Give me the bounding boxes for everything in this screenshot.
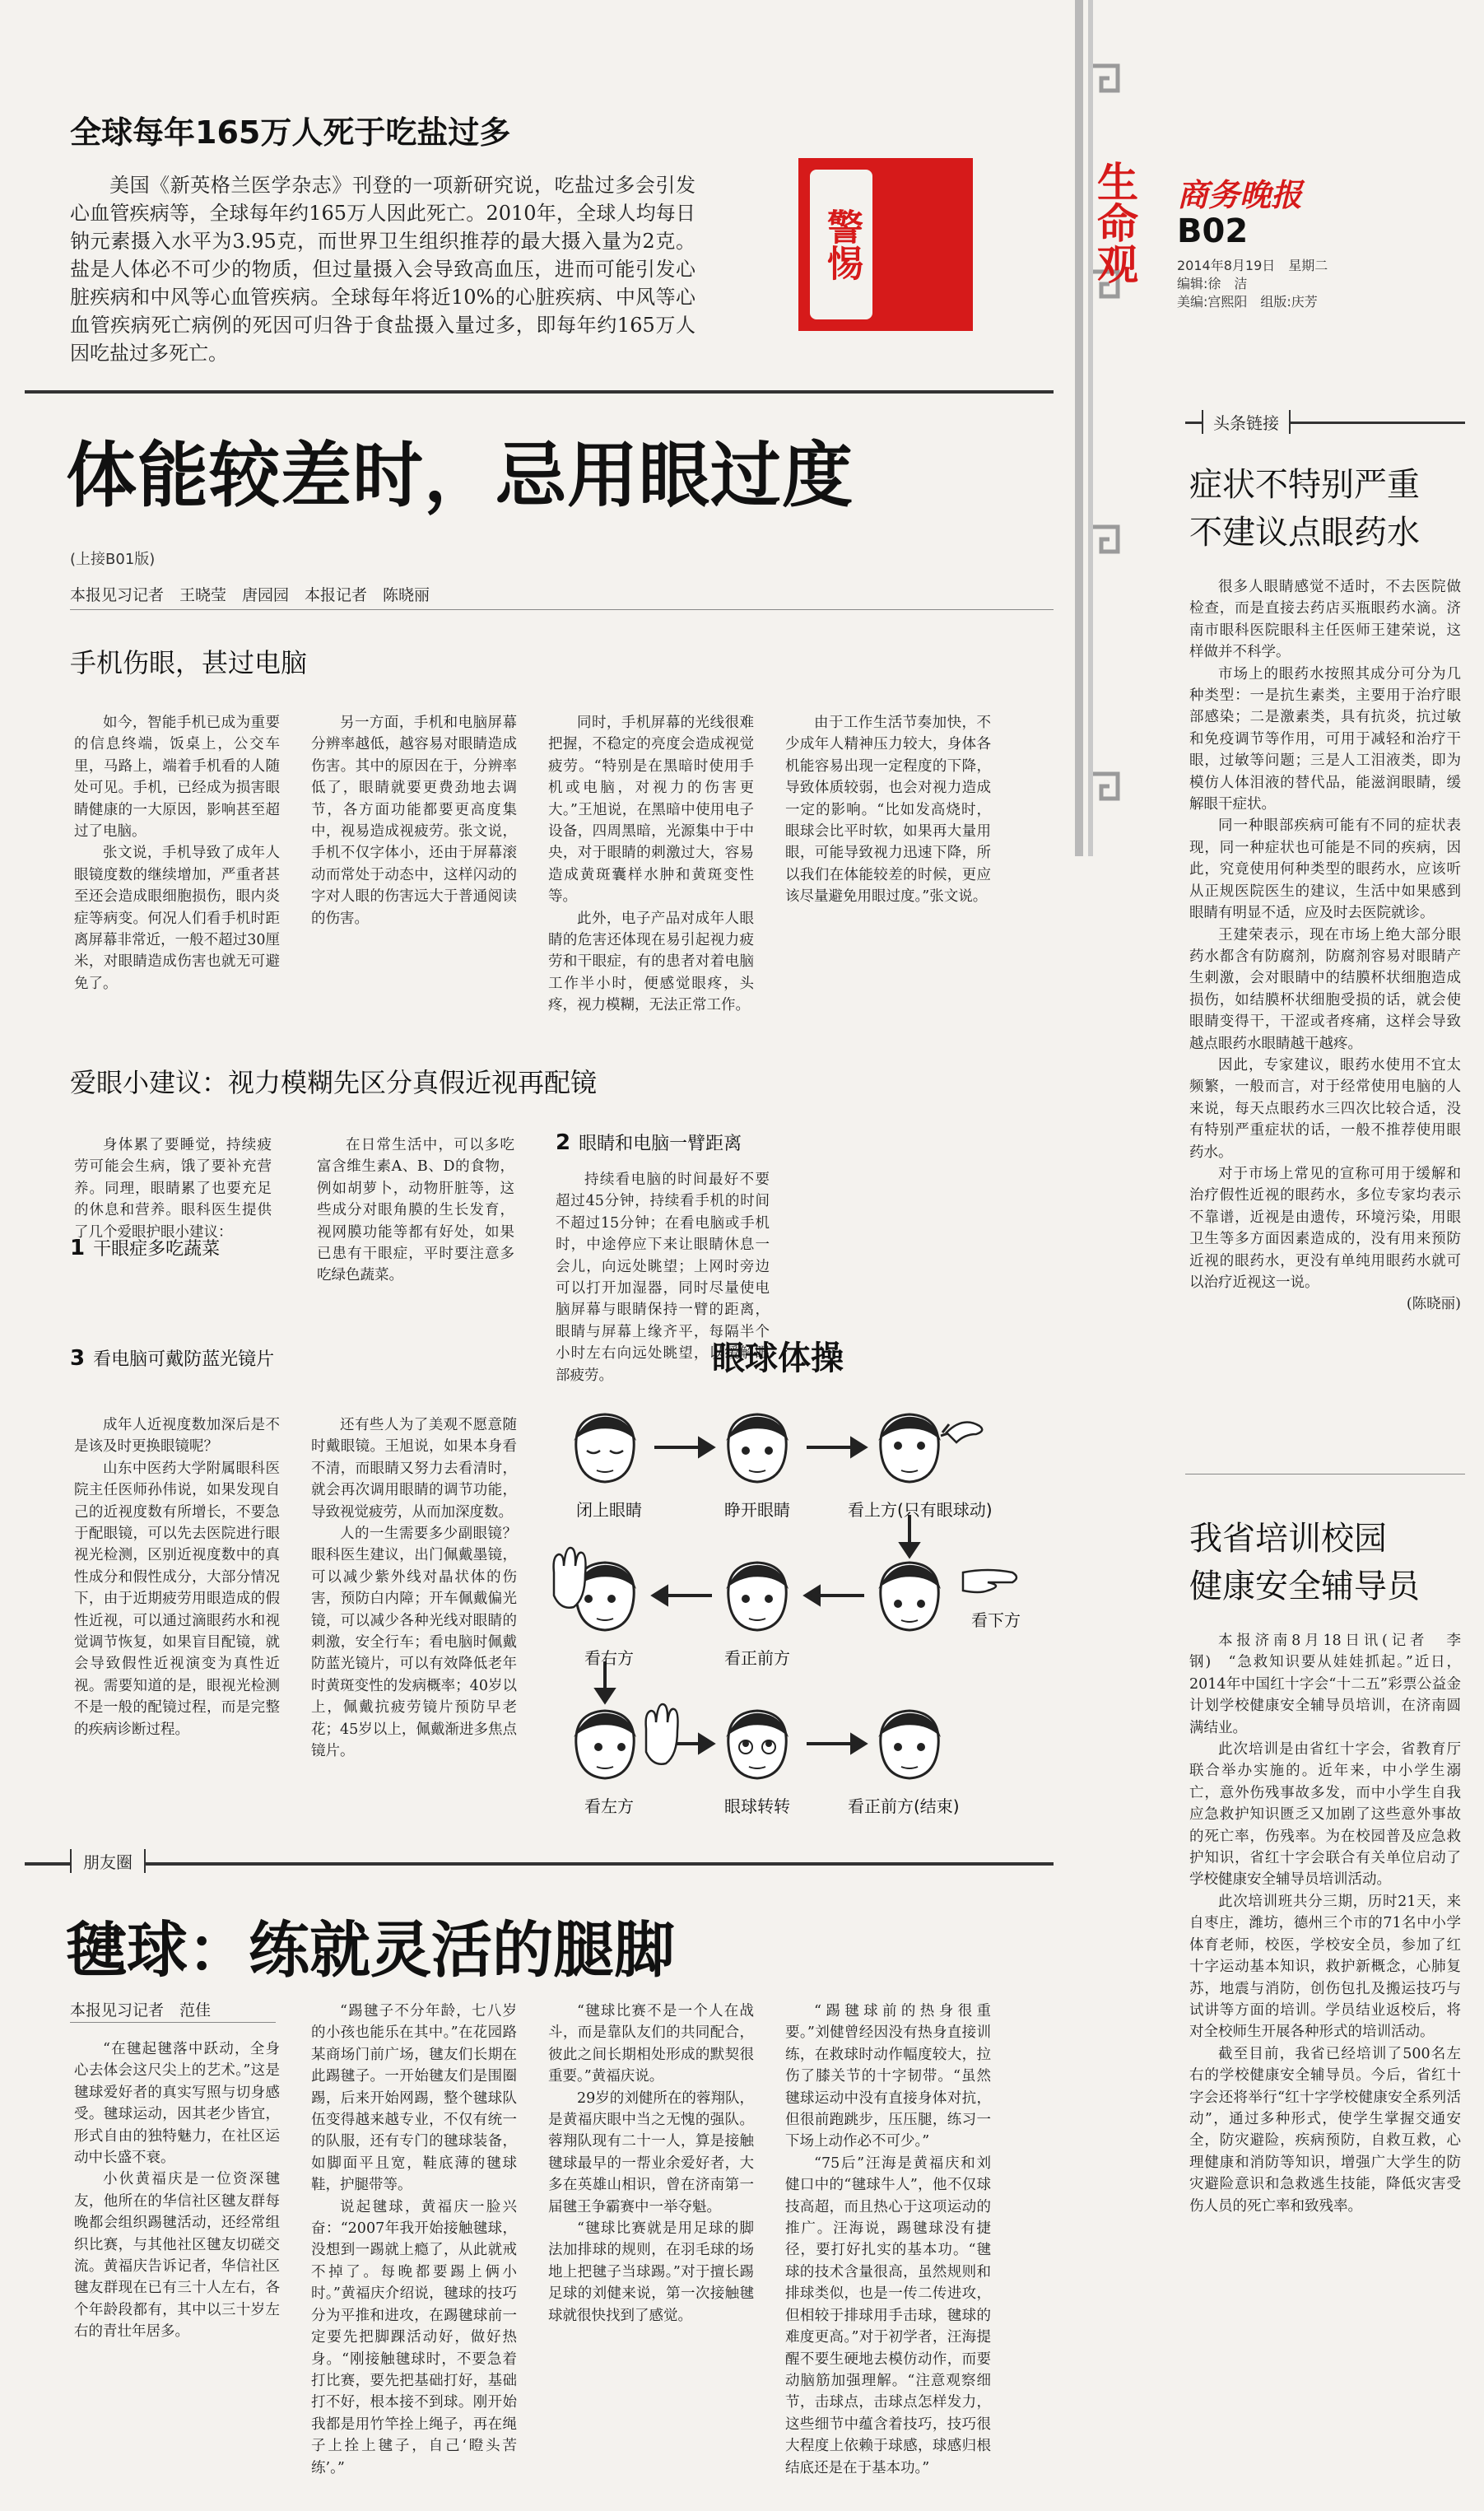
paragraph: 本报济南8月18日讯(记者 李钢) “急救知识要从娃娃抓起。”近日，2014年中国红十字会“十二五”彩票公益金计划学校健康安全辅导员培训，在济南圆满结业。: [1189, 1633, 1461, 1736]
paragraph: “踢毽球前的热身很重要。”刘健曾经因没有热身直接训练，在救球时动作幅度较大，拉伤了膝关节的十字韧带。“虽然毽球运动中没有直接身体对抗，但很前跑跳步，压压腿，练习一下场上动作必不可少。”: [785, 2003, 991, 2150]
sidebar-credit: (陈晓丽): [1406, 1296, 1461, 1313]
paragraph: 在日常生活中，可以多吃富含维生素A、B、D的食物，例如胡萝卜，动物肝脏等，这些成分对眼角膜的生长发育，视网膜功能等都有好处，如果已患有干眼症，平时要注意多吃绿色蔬菜。: [317, 1137, 514, 1284]
exercise-title: 眼球体操: [712, 1339, 844, 1377]
sidebar2-headline-line-1: 我省培训校园: [1189, 1520, 1387, 1558]
paper-logo: 商务晚报: [1177, 176, 1303, 213]
paragraph: 成年人近视度数加深后是不是该及时更换眼镜呢？: [74, 1417, 280, 1456]
paragraph: 身体累了要睡觉，持续疲劳可能会生病，饿了要补充营养。同理，眼睛累了也要充足的休息和营养。眼科医生提供了几个爱眼护眼小建议：: [74, 1137, 272, 1241]
section-name-vertical: 生命观: [1091, 161, 1138, 284]
step-label: 看正前方: [724, 1648, 790, 1668]
continued-note: (上接B01版): [70, 551, 156, 568]
main-byline: 本报见习记者 王晓莹 唐园园 本报记者 陈晓丽: [70, 586, 430, 604]
step-label: 眼球转转: [724, 1796, 790, 1816]
page-number: B02: [1177, 212, 1249, 250]
editor-credit: 编辑:徐 洁: [1177, 276, 1248, 291]
paragraph: 此次培训是由省红十字会，省教育厅联合举办实施的。近年来，中小学生溺亡，意外伤残事故多发，而中小学生自我应急救护知识匮乏又加剧了这些意外事故的死亡率，伤残率。为在校园普及应急救护知识，省红十字会联合有关单位启动了学校健康安全辅导员培训活动。: [1189, 1741, 1461, 1889]
alert-badge-text: 警惕: [821, 208, 863, 281]
sidebar-headline-line-1: 症状不特别严重: [1189, 466, 1420, 504]
alert-badge: [798, 158, 973, 331]
eye-exercise-figure: [543, 1391, 1054, 1852]
masthead-info: [1177, 257, 1328, 311]
section-divider: [25, 1862, 1054, 1866]
paragraph: 小伙黄福庆是一位资深毽友，他所在的华信社区毽友群每晚都会组织踢毽活动，还经常组织比赛，与其他社区毽友切磋交流。黄福庆告诉记者，华信社区毽友群现在已有三十人左右，各个年龄段都有，其中以三十岁左右的青壮年居多。: [74, 2171, 280, 2341]
paragraph: 同时，手机屏幕的光线很难把握，不稳定的亮度会造成视觉疲劳。“特别是在黑暗时使用手机或电脑，对视力的伤害更大。”王旭说，在黑暗中使用电子设备，四周黑暗，光源集中于中央，对于眼睛的刺激过大，容易造成黄斑囊样水肿和黄斑变性等。: [548, 715, 754, 906]
article-col-1: [74, 712, 280, 995]
paragraph: 如今，智能手机已成为重要的信息终端，饭桌上，公交车里，马路上，端着手机看的人随处可见。手机，已经成为损害眼睛健康的一大原因，影响甚至超过了电脑。: [74, 715, 280, 841]
hand-below-icon: [963, 1570, 1016, 1592]
tip-1-title: [70, 1235, 220, 1260]
sidebar-article: [1189, 576, 1461, 1316]
issue-date: 2014年8月19日 星期二: [1177, 258, 1328, 273]
tip-3-col-2: [311, 1414, 517, 1763]
step-label: 看正前方(结束): [848, 1796, 960, 1816]
paragraph: “毽球比赛不是一个人在战斗，而是靠队友们的共同配合，彼此之间长期相处形成的默契很重要。”黄福庆说。: [548, 2003, 754, 2085]
alert-badge-label-box: [810, 170, 872, 319]
subhead-phone: 手机伤眼，甚过电脑: [70, 647, 308, 678]
friends-headline: 毽球：练就灵活的腿脚: [66, 1915, 675, 1986]
paragraph: 截至目前，我省已经培训了500名左右的学校健康安全辅导员。今后，省红十字会还将举行“红十字学校健康安全系列活动”，通过多种形式，使学生掌握交通安全，防灾避险，疾病预防，自救互救，心理健康和消防等知识，增强广大学生的防灾避险意识和急救逃生技能，降低灾害受伤人员的死亡率和致残率。: [1189, 2045, 1461, 2215]
tip-2-label: 眼睛和电脑一臂距离: [579, 1134, 742, 1154]
step-label: 看左方: [584, 1796, 634, 1816]
hand-right-icon: [554, 1548, 586, 1608]
sidebar-headline-line-2: 不建议点眼药水: [1189, 514, 1420, 552]
main-headline: 体能较差时，忌用眼过度: [66, 435, 854, 517]
byline-rule: [70, 609, 1054, 610]
paragraph: 因此，专家建议，眼药水使用不宜太频繁，一般而言，对于经常使用电脑的人来说，每天点眼药水三四次比较合适，没有特别严重症状的话，一般不推荐使用眼药水。: [1189, 1056, 1461, 1161]
sidebar2-headline-line-2: 健康安全辅导员: [1189, 1568, 1420, 1605]
friends-col-2: [311, 2001, 517, 2479]
alert-body-text: 美国《新英格兰医学杂志》刊登的一项新研究说，吃盐过多会引发心血管疾病等，全球每年约165万人因此死亡。2010年，全球人均每日钠元素摄入水平为3.95克，而世界卫生组织推荐的最大摄入量为2克。盐是人体必不可少的物质，但过量摄入会导致高血压，进而可能引发心脏疾病和中风等心血管疾病。全球每年将近10%的心脏疾病、中风等心血管疾病死亡病例的死因可归咎于食盐摄入量过多，即每年约165万人因吃盐过多死亡。: [70, 174, 695, 365]
tip-2-number: 2: [556, 1130, 571, 1155]
alert-title: 全球每年165万人死于吃盐过多: [70, 114, 511, 151]
tip-3-label: 看电脑可戴防蓝光镜片: [93, 1349, 275, 1370]
paragraph: 说起毽球，黄福庆一脸兴奋：“2007年我开始接触毽球，没想到一踢就上瘾了，从此就戒不掉了。每晚都要踢上俩小时。”黄福庆介绍说，毽球的技巧分为平推和进攻，在踢毽球前一定要先把脚踝活动好，做好热身。“刚接触毽球时，不要急着打比赛，要先把基础打好，基础打不好，根本接不到球。刚开始我都是用竹竿拴上绳子，再在绳子上拴上毽子，自己‘瞪头苦练’。”: [311, 2198, 517, 2476]
tip-2-title: [556, 1130, 742, 1155]
paragraph: “在毽起毽落中跃动，全身心去体会这尺尖上的艺术。”这是毽球爱好者的真实写照与切身感受。毽球运动，因其老少皆宜，形式自由的独特魅力，在社区运动中长盛不衰。: [74, 2041, 280, 2167]
paragraph: “75后”汪海是黄福庆和刘健口中的“毽球牛人”，他不仅球技高超，而且热心于这项运动的推广。汪海说，踢毽球没有捷径，要打好扎实的基本功。“毽球的技术含量很高，虽然规则和排球类似，也是一传二传进攻，但相较于排球用手击球，毽球的难度更高。”对于初学者，汪海提醒不要生硬地去模仿动作，而要动脑筋加强理解。“注意观察细节，击球点，击球点怎样发力，这些细节中蕴含着技巧，技巧很大程度上依赖于球感，球感归根结底还是在于基本功。”: [785, 2155, 991, 2476]
paragraph: 王建荣表示，现在市场上绝大部分眼药水都含有防腐剂，防腐剂容易对眼睛产生刺激，会对眼睛中的结膜杯状细胞造成损伤，如结膜杯状细胞受损的话，就会使眼睛变得干，干涩或者疼痛，这样会导致越点眼药水眼睛越干越疼。: [1189, 926, 1461, 1052]
step-label: 睁开眼睛: [724, 1500, 790, 1520]
paragraph: 山东中医药大学附属眼科医院主任医师孙伟说，如果发现自己的近视度数有所增长，不要急于配眼镜，可以先去医院进行眼视光检测，区别近视度数中的真性成分和假性成分，大部分情况下，由于近期疲劳用眼造成的假性近视，可以通过滴眼药水和视觉调节恢复，如果盲目配镜，就会导致假性近视演变为真性近视。需要知道的是，眼视光检测不是一般的配镜过程，而是完整的疾病诊断过程。: [74, 1460, 280, 1738]
friends-col-3: [548, 2001, 754, 2327]
paragraph: 市场上的眼药水按照其成分可分为几种类型：一是抗生素类，主要用于治疗眼部感染；二是激素类，具有抗炎，抗过敏和免疫调节等作用，可用于减轻和治疗干眼，过敏等问题；三是人工泪液类，即为模仿人体泪液的替代品，能滋润眼睛，缓解眼干症状。: [1189, 665, 1461, 813]
alert-body: [70, 171, 695, 367]
paragraph: 此次培训班共分三期，历时21天，来自枣庄，潍坊，德州三个市的71名中小学体育老师，校医，学校安全员，参加了红十字运动基本知识，救护新概念，心肺复苏，地震与消防，创伤包扎及搬运技巧与试讲等方面的培训。学员结业返校后，将对全校师生开展各种形式的培训活动。: [1189, 1893, 1461, 2041]
hand-left-icon: [646, 1704, 678, 1764]
hand-above-icon: [947, 1423, 982, 1443]
paragraph: 人的一生需要多少副眼镜？眼科医生建议，出门佩戴墨镜，可以减少紫外线对晶状体的伤害，预防白内障；开车佩戴偏光镜，可以减少各种光线对眼睛的刺激，安全行车；看电脑时佩戴防蓝光镜片，可以有效降低老年时黄斑变性的发病概率；40岁以上，佩戴抗疲劳镜片预防早老花；45岁以上，佩戴渐进多焦点镜片。: [311, 1526, 517, 1760]
sidebar-label: 头条链接: [1202, 410, 1291, 434]
paragraph: 另一方面，手机和电脑屏幕分辨率越低，越容易对眼睛造成伤害。其中的原因在于，分辨率低了，眼睛就要更费劲地去调节，各方面功能都要更高度集中，视易造成视疲劳。张文说，手机不仅字体小，还由于屏幕滚动而常处于动态中，这样闪动的字对人眼的伤害远大于普通阅读的伤害。: [311, 715, 517, 927]
tip-1-body: [317, 1134, 514, 1287]
tip-1-label: 干眼症多吃蔬菜: [93, 1239, 221, 1260]
paragraph: 张文说，手机导致了成年人眼镜度数的继续增加，严重者甚至还会造成眼细胞损伤，眼内炎症等病变。何况人们看手机时距离屏幕非常近，一般不超过30厘米，对眼睛造成伤害也就无可避免了。: [74, 845, 280, 992]
paragraph: “踢毽子不分年龄，七八岁的小孩也能乐在其中。”在花园路某商场门前广场，毽友们长期在此踢毽子。一开始毽友们是围圈踢，后来开始网踢，整个毽球队伍变得越来越专业，不仅有统一的队服，还有专门的毽球装备，如脚面平且宽，鞋底薄的毽球鞋，护腿带等。: [311, 2003, 517, 2194]
friends-byline: 本报见习记者 范佳: [70, 2001, 212, 2020]
subhead-tips: 爱眼小建议：视力模糊先区分真假近视再配镜: [70, 1067, 598, 1098]
step-label: 闭上眼睛: [576, 1500, 642, 1520]
paragraph: 很多人眼睛感觉不适时，不去医院做检查，而是直接去药店买瓶眼药水滴。济南市眼科医院眼科主任医师王建荣说，这样做并不科学。: [1189, 579, 1461, 661]
paragraph: 此外，电子产品对成年人眼睛的危害还体现在易引起视力疲劳和干眼症，有的患者对着电脑工作半小时，便感觉眼疼，头疼，视力模糊，无法正常工作。: [548, 910, 754, 1014]
paragraph: 同一种眼部疾病可能有不同的症状表现，同一种症状也可能是不同的疾病，因此，究竟使用何种类型的眼药水，应该听从正规医院医生的建议，生活中如果感到眼睛有明显不适，应及时去医院就诊。: [1189, 818, 1461, 922]
sidebar2-headline: [1189, 1515, 1420, 1610]
article-col-3: [548, 712, 754, 1017]
tip-3-number: 3: [70, 1346, 86, 1371]
step-label: 看上方(只有眼球动): [848, 1500, 993, 1520]
friends-col-4: [785, 2001, 991, 2479]
section-divider: [25, 390, 1054, 394]
paragraph: “毽球比赛就是用足球的脚法加排球的规则，在羽毛球的场地上把毽子当球踢。”对于擅长踢足球的刘健来说，第一次接触毽球就很快找到了感觉。: [548, 2220, 754, 2324]
designer-credit: 美编:宫熙阳 组版:庆芳: [1177, 294, 1318, 310]
decorative-fret-border: [1070, 0, 1129, 856]
article-col-4: [785, 712, 991, 908]
byline-rule: [70, 2022, 276, 2023]
paragraph: 由于工作生活节奏加快，不少成年人精神压力较大，身体各机能容易出现一定程度的下降，导致体质较弱，也会对视力造成一定的影响。“比如发高烧时，眼球会比平时软，如果再大量用眼，可能导致视力迅速下降，所以我们在体能较差的时候，更应该尽量避免用眼过度。”张文说。: [785, 715, 991, 906]
article-col-2: [311, 712, 517, 929]
friends-label: 朋友圈: [70, 1849, 146, 1873]
sidebar2-article: [1189, 1630, 1461, 2217]
tip-1-number: 1: [70, 1236, 86, 1260]
step-label: 看下方: [971, 1610, 1021, 1630]
paragraph: 对于市场上常见的宣称可用于缓解和治疗假性近视的眼药水，多位专家均表示不靠谱，近视是由遗传，环境污染，用眼卫生等多方面因素造成的，没有用来预防近视的眼药水，更没有单纯用眼药水就可以治疗近视这一说。: [1189, 1165, 1461, 1291]
tip-3-col-1: [74, 1414, 280, 1740]
paragraph: 持续看电脑的时间最好不要超过45分钟，持续看手机的时间不超过15分钟；在看电脑或手机时，中途停应下来让眼睛休息一会儿，向远处眺望；上网时旁边可以打开加湿器，同时尽量使电脑屏幕与眼睛保持一臂的距离，眼睛与屏幕上缘齐平，每隔半个小时左右向远处眺望，以缓解眼部疲劳。: [556, 1172, 770, 1384]
step-label: 看右方: [584, 1648, 634, 1668]
friends-col-1: [74, 2038, 280, 2343]
sidebar-headline: [1189, 461, 1420, 557]
paragraph: 29岁的刘健所在的蓉翔队，是黄福庆眼中当之无愧的强队。蓉翔队现有二十一人，算是接触毽球最早的一帮业余爱好者，大多在英雄山相识，曾在济南第一届毽王争霸赛中一举夺魁。: [548, 2089, 754, 2215]
paragraph: 还有些人为了美观不愿意随时戴眼镜。王旭说，如果本身看不清，而眼睛又努力去看清时，就会再次调用眼睛的调节功能，导致视觉疲劳，从而加深度数。: [311, 1417, 517, 1521]
tip-3-title: [70, 1345, 274, 1371]
tips-intro: [74, 1134, 272, 1243]
